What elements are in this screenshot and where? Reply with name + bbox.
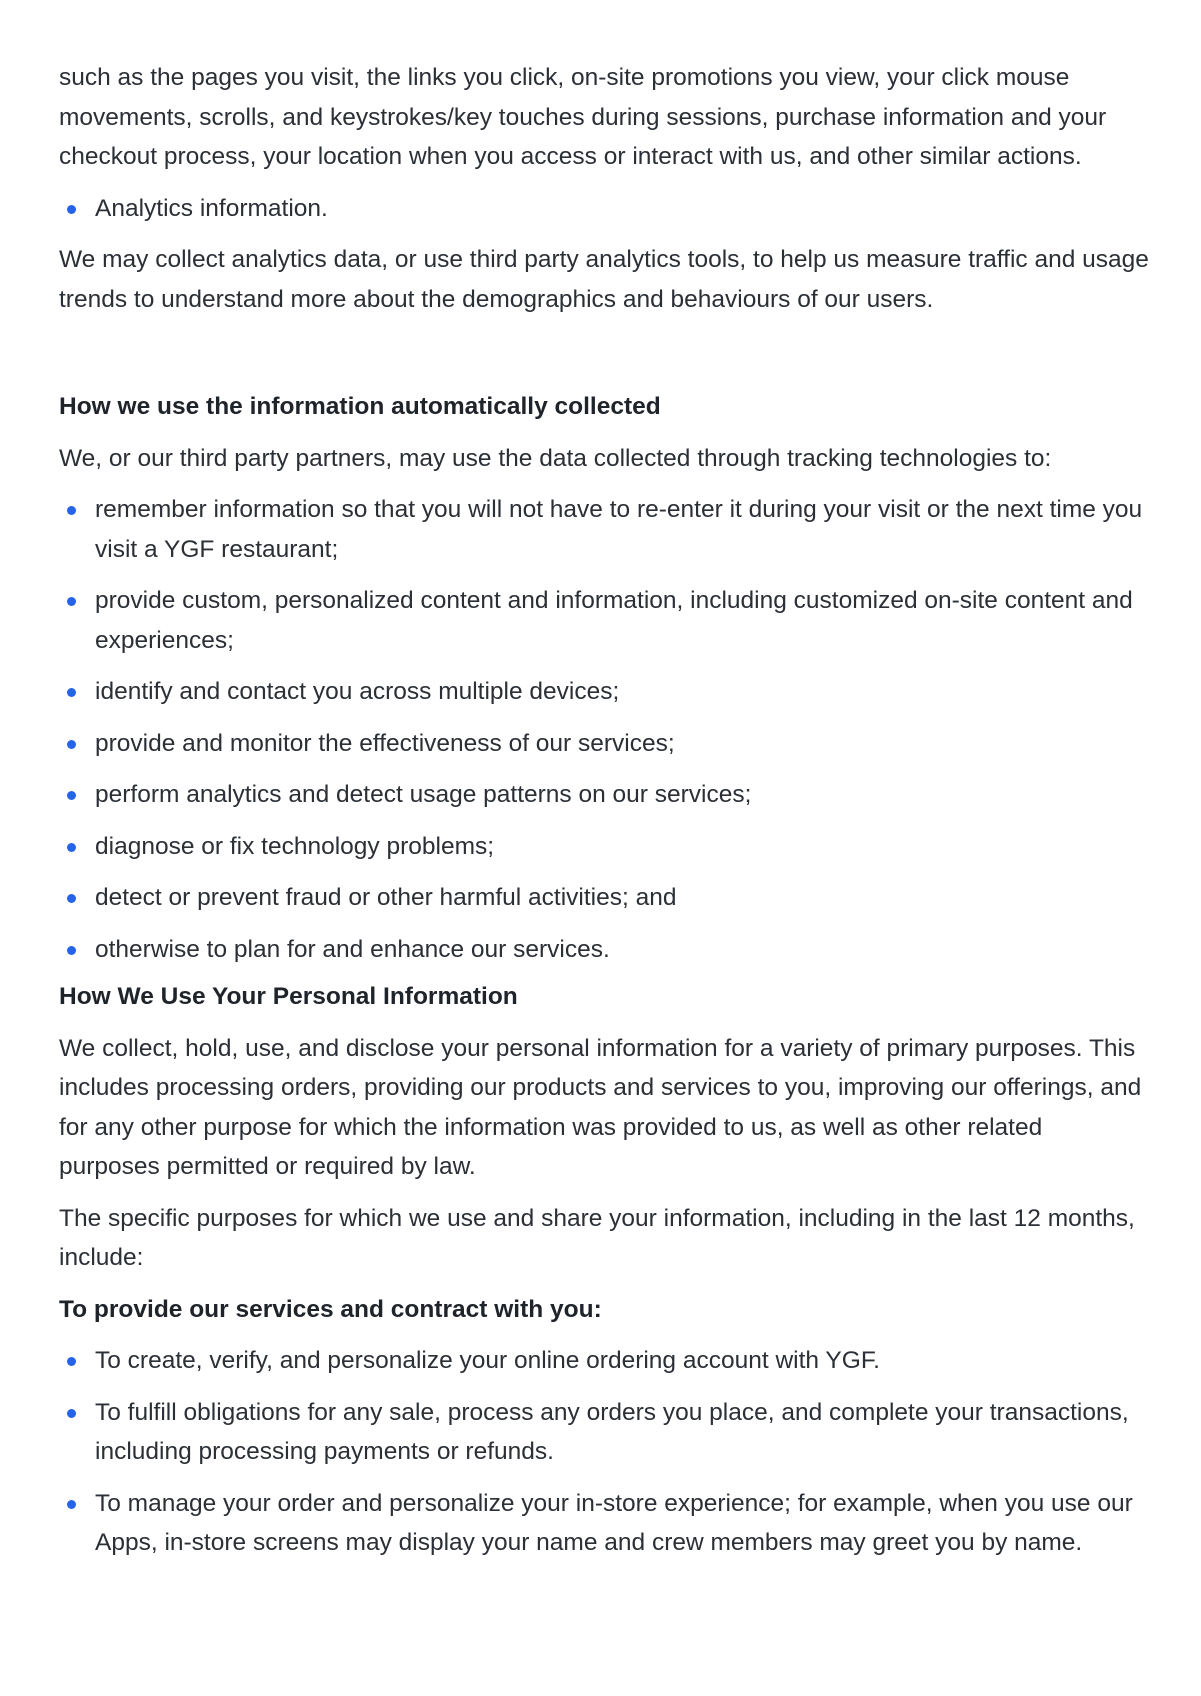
auto-collected-lead: We, or our third party partners, may use the data collected through tracking technologies to: xyxy=(59,444,1052,472)
list-item xyxy=(59,827,1149,867)
list-item-text: perform analytics and detect usage patterns on our services; xyxy=(95,781,752,808)
list-item-text: otherwise to plan for and enhance our services. xyxy=(95,935,610,963)
bullet-icon xyxy=(67,894,76,903)
auto-collected-list xyxy=(59,490,1149,969)
bullet-icon xyxy=(67,946,76,955)
list-item-text: provide custom, personalized content and information, including customized on-site content and experiences; xyxy=(95,587,1133,654)
services-subheading: To provide our services and contract with you: xyxy=(59,1295,602,1323)
bullet-icon xyxy=(67,843,76,852)
list-item xyxy=(59,878,1149,918)
list-item-text: To manage your order and personalize your in-store experience; for example, when you use our Apps, in-store screens may display your name and crew members may greet you by name. xyxy=(95,1489,1133,1556)
intro-paragraph: such as the pages you visit, the links you click, on-site promotions you view, your click mouse movements, scrolls, and keystrokes/key touches during sessions, purchase information and your checkout process, your location when you access or interact with us, and other similar actions. xyxy=(59,64,1107,170)
list-item-text: detect or prevent fraud or other harmful activities; and xyxy=(95,884,677,911)
bullet-icon xyxy=(67,597,76,606)
list-item xyxy=(59,1341,1149,1381)
bullet-icon xyxy=(67,1409,76,1418)
analytics-list xyxy=(59,189,1149,229)
analytics-paragraph: We may collect analytics data, or use third party analytics tools, to help us measure traffic and usage trends to understand more about the demographics and behaviours of our users. xyxy=(59,246,1149,313)
bullet-icon xyxy=(67,506,76,515)
list-item xyxy=(59,1393,1149,1472)
list-item xyxy=(59,189,1149,229)
bullet-icon xyxy=(67,205,76,214)
list-item xyxy=(59,724,1149,764)
personal-info-heading: How We Use Your Personal Information xyxy=(59,983,518,1010)
personal-info-paragraph-1: We collect, hold, use, and disclose your personal information for a variety of primary purposes. This includes processing orders, providing our products and services to you, improving our offerings, and for any other purpose for which the information was provided to us, as well as other related purposes permitted or required by law. xyxy=(59,1034,1142,1180)
bullet-icon xyxy=(67,1357,76,1366)
bullet-icon xyxy=(67,791,76,800)
list-item xyxy=(59,930,1149,970)
list-item xyxy=(59,672,1149,712)
list-item-text: identify and contact you across multiple devices; xyxy=(95,678,620,705)
list-item-text: Analytics information. xyxy=(95,194,328,222)
bullet-icon xyxy=(67,1500,76,1509)
bullet-icon xyxy=(67,688,76,697)
list-item-text: provide and monitor the effectiveness of our services; xyxy=(95,729,675,757)
list-item-text: diagnose or fix technology problems; xyxy=(95,832,495,860)
policy-content xyxy=(59,58,1149,1575)
list-item-text: To create, verify, and personalize your online ordering account with YGF. xyxy=(95,1347,880,1374)
section-spacer xyxy=(59,331,1149,387)
list-item xyxy=(59,775,1149,815)
list-item xyxy=(59,490,1149,569)
auto-collected-heading: How we use the information automatically collected xyxy=(59,393,661,420)
list-item-text: remember information so that you will not have to re-enter it during your visit or the next time you visit a YGF restaurant; xyxy=(95,496,1143,563)
list-item xyxy=(59,1484,1149,1563)
list-item xyxy=(59,581,1149,660)
services-list xyxy=(59,1341,1149,1563)
bullet-icon xyxy=(67,740,76,749)
personal-info-paragraph-2: The specific purposes for which we use and share your information, including in the last 12 months, include: xyxy=(59,1204,1135,1271)
list-item-text: To fulfill obligations for any sale, process any orders you place, and complete your transactions, including processing payments or refunds. xyxy=(95,1398,1129,1465)
